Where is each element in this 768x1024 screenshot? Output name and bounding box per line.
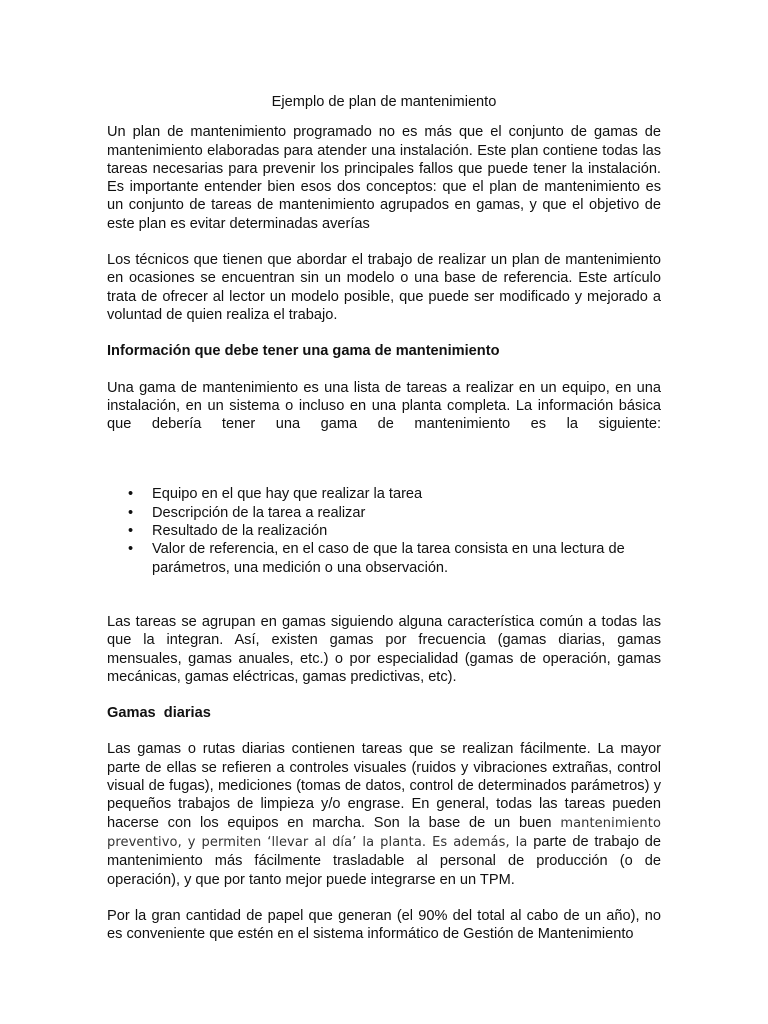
list-item: • Equipo en el que hay que realizar la tarea [128,486,423,503]
spacer [107,722,661,740]
list-item: • Valor de referencia, en el caso de que la tarea consista en una lectura de parámetros, una medición o una observación. [128,541,625,576]
bullet-icon: • [128,486,134,503]
list-item: • Resultado de la realización [128,523,328,540]
info-paragraph: Una gama de mantenimiento es una lista de tareas a realizar en un equipo, en una instalación, en un sistema o incluso en una planta completa. La información básica que debería tener una gama de mantenimiento es la siguiente: [107,379,661,433]
spacer [107,577,661,613]
daily-paragraph-part3: parte de trabajo de mantenimiento más fácilmente trasladable al personal de producción (o de operación), y que por tanto mejor puede integrarse en un TPM. [107,833,661,888]
daily-paragraph [107,740,661,888]
spacer [107,433,661,485]
spacer [107,324,661,342]
spacer [107,686,661,704]
paper-paragraph: Por la gran cantidad de papel que generan (el 90% del total al cabo de un año), no es conveniente que estén en el sistema informático de Gestión de Mantenimiento [107,907,661,943]
heading-info: Información que debe tener una gama de mantenimiento [107,343,500,360]
bullet-icon: • [128,541,134,558]
spacer [107,361,661,379]
spacer [107,233,661,251]
heading-daily: Gamas diarias [107,705,211,722]
document-title: Ejemplo de plan de mantenimiento [271,94,497,110]
bullet-icon: • [128,504,134,521]
intro-paragraph-1: Un plan de mantenimiento programado no es más que el conjunto de gamas de mantenimiento elaboradas para atender una instalación. Este plan contiene todas las tareas necesarias para prevenir los principales fallos que puede tener la instalación. Es importante entender bien esos dos conceptos: que el plan de mantenimiento es un conjunto de tareas de mantenimiento agrupados en gamas, y que el objetivo de este plan es evitar determinadas averías [107,124,661,232]
bullet-icon: • [128,523,134,540]
daily-paragraph-part1: Las gamas o rutas diarias contienen tareas que se realizan fácilmente. La mayor parte de ellas se refieren a controles visuales (ruidos y vibraciones extrañas, control visual de fugas), mediciones (tomas de datos, control de determinados parámetros) y pequeños trabajos de limpieza y/o engrase. En general, todas las tareas pueden hacerse con los equipos en marcha. Son la base de un buen [107,741,661,831]
requirements-list [107,485,661,576]
list-item: • Descripción de la tarea a realizar [128,504,366,521]
daily-paragraph-part2: mantenimiento preventivo, y permiten ‘llevar al día’ la planta. Es además, la [107,815,661,850]
intro-paragraph-2: Los técnicos que tienen que abordar el trabajo de realizar un plan de mantenimiento en ocasiones se encuentran sin un modelo o una base de referencia. Este artículo trata de ofrecer al lector un modelo posible, que puede ser modificado y mejorado a voluntad de quien realiza el trabajo. [107,252,661,323]
document-page [107,93,661,943]
grouping-paragraph: Las tareas se agrupan en gamas siguiendo alguna característica común a todas las que la integran. Así, existen gamas por frecuencia (gamas diarias, gamas mensuales, gamas anuales, etc.) o por especialidad (gamas de operación, gamas mecánicas, gamas eléctricas, gamas predictivas, etc). [107,613,661,685]
spacer [107,889,661,907]
